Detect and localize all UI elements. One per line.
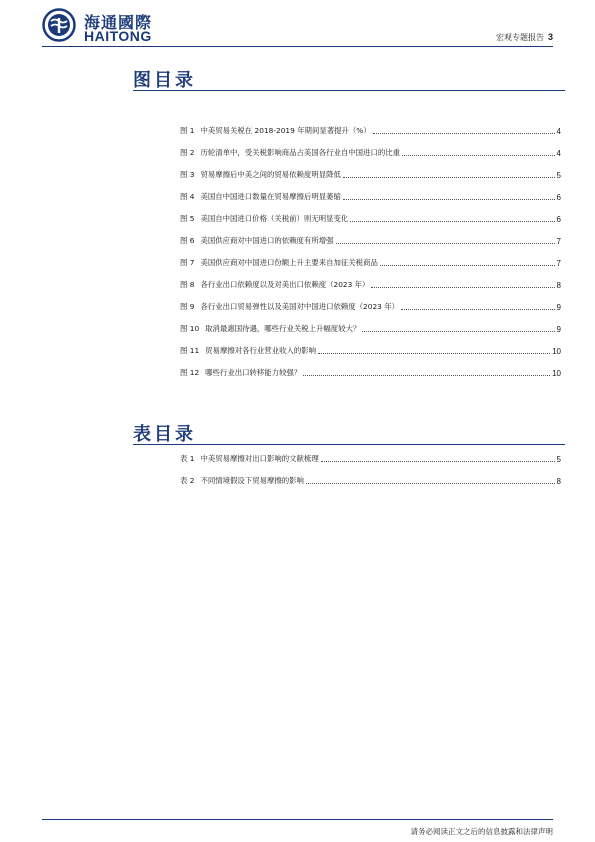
toc-entry[interactable] — [180, 168, 561, 180]
toc-entry-label: 图 12 — [180, 368, 200, 377]
toc-entry-page[interactable]: 8 — [556, 477, 561, 486]
toc-entry-page[interactable]: 7 — [556, 259, 561, 268]
toc-entry-label: 表 1 — [180, 454, 195, 463]
toc-entry-page[interactable]: 9 — [556, 325, 561, 334]
toc-dot-leader — [401, 309, 555, 310]
toc-dot-leader — [336, 243, 555, 244]
toc-entry-label: 图 11 — [180, 346, 200, 355]
toc-dot-leader — [402, 155, 555, 156]
toc-entry-title[interactable]: 中美贸易摩擦对出口影响的文献梳理 — [200, 454, 319, 463]
toc-dot-leader — [321, 461, 555, 462]
toc-entry-page[interactable]: 4 — [556, 149, 561, 158]
toc-entry-title[interactable]: 贸易摩擦后中美之间的贸易依赖度明显降低 — [200, 170, 341, 179]
toc-entry[interactable] — [180, 124, 561, 136]
toc-dot-leader — [380, 265, 555, 266]
toc-entry[interactable] — [180, 146, 561, 158]
tables-toc-title: 表目录 — [133, 424, 196, 445]
toc-entry[interactable] — [180, 190, 561, 202]
figures-toc-divider — [133, 90, 565, 91]
toc-entry[interactable] — [180, 256, 561, 268]
toc-entry-label: 图 6 — [180, 236, 195, 245]
figures-toc-title: 图目录 — [133, 70, 196, 91]
brand-name-en: HAITONG — [84, 28, 152, 44]
toc-entry-label: 图 8 — [180, 280, 195, 289]
toc-dot-leader — [350, 221, 554, 222]
toc-entry-label: 图 4 — [180, 192, 195, 201]
toc-entry-title[interactable]: 取消最惠国待遇，哪些行业关税上升幅度较大？ — [205, 324, 361, 333]
toc-entry[interactable] — [180, 234, 561, 246]
toc-dot-leader — [318, 353, 550, 354]
toc-entry-label: 图 5 — [180, 214, 195, 223]
company-logo — [42, 8, 212, 44]
brand-name-cn: 海通國際 — [84, 13, 153, 32]
report-header-info — [496, 32, 553, 43]
page-number: 3 — [547, 32, 553, 42]
toc-dot-leader — [371, 287, 554, 288]
toc-entry-label: 图 3 — [180, 170, 195, 179]
toc-entry-page[interactable]: 7 — [556, 237, 561, 246]
toc-entry[interactable] — [180, 452, 561, 464]
toc-entry-page[interactable]: 10 — [552, 347, 561, 356]
toc-entry-title[interactable]: 中美贸易关税在 2018-2019 年期间显著提升（%） — [200, 126, 371, 135]
tables-toc-divider — [133, 444, 565, 445]
toc-entry[interactable] — [180, 474, 561, 486]
toc-entry[interactable] — [180, 322, 561, 334]
toc-dot-leader — [343, 177, 555, 178]
toc-dot-leader — [303, 375, 550, 376]
toc-entry-page[interactable]: 6 — [556, 215, 561, 224]
toc-entry-title[interactable]: 各行业出口依赖度以及对美出口依赖度（2023 年） — [200, 280, 370, 289]
toc-entry-page[interactable]: 10 — [552, 369, 561, 378]
toc-entry-title[interactable]: 美国自中国进口数量在贸易摩擦后明显萎缩 — [200, 192, 341, 201]
toc-entry-page[interactable]: 5 — [556, 171, 561, 180]
toc-entry-label: 图 7 — [180, 258, 195, 267]
header-divider — [42, 46, 553, 47]
toc-entry-title[interactable]: 各行业出口贸易弹性以及美国对中国进口依赖度（2023 年） — [200, 302, 399, 311]
toc-entry-page[interactable]: 8 — [556, 281, 561, 290]
toc-dot-leader — [306, 483, 555, 484]
toc-entry[interactable] — [180, 278, 561, 290]
toc-entry-title[interactable]: 美国供应商对中国进口的依赖度有所增强 — [200, 236, 334, 245]
toc-entry-label: 图 2 — [180, 148, 195, 157]
toc-entry-label: 图 10 — [180, 324, 200, 333]
toc-dot-leader — [343, 199, 555, 200]
toc-dot-leader — [362, 331, 554, 332]
toc-dot-leader — [373, 133, 555, 134]
toc-entry-label: 图 9 — [180, 302, 195, 311]
toc-entry-title[interactable]: 不同情境假设下贸易摩擦的影响 — [200, 476, 304, 485]
toc-entry[interactable] — [180, 366, 561, 378]
report-type: 宏观专题报告 — [495, 33, 544, 42]
toc-entry-title[interactable]: 美国供应商对中国进口份额上升主要来自加征关税商品 — [200, 258, 378, 267]
haitong-logo-icon — [42, 8, 76, 42]
toc-entry[interactable] — [180, 344, 561, 356]
toc-entry-label: 图 1 — [180, 126, 195, 135]
toc-entry-page[interactable]: 9 — [556, 303, 561, 312]
toc-entry-label: 表 2 — [180, 476, 195, 485]
toc-entry[interactable] — [180, 212, 561, 224]
toc-entry-page[interactable]: 6 — [556, 193, 561, 202]
footer-divider — [42, 819, 553, 820]
toc-entry-page[interactable]: 5 — [556, 455, 561, 464]
toc-entry-page[interactable]: 4 — [556, 127, 561, 136]
toc-entry[interactable] — [180, 300, 561, 312]
footer-disclaimer: 请务必阅读正文之后的信息披露和法律声明 — [410, 827, 553, 836]
toc-entry-title[interactable]: 历轮清单中，受关税影响商品占美国各行业自中国进口的比重 — [200, 148, 401, 157]
toc-entry-title[interactable]: 哪些行业出口转移能力较强？ — [205, 368, 302, 377]
toc-entry-title[interactable]: 美国自中国进口价格（关税前）则无明显变化 — [200, 214, 349, 223]
toc-entry-title[interactable]: 贸易摩擦对各行业营业收入的影响 — [205, 346, 317, 355]
